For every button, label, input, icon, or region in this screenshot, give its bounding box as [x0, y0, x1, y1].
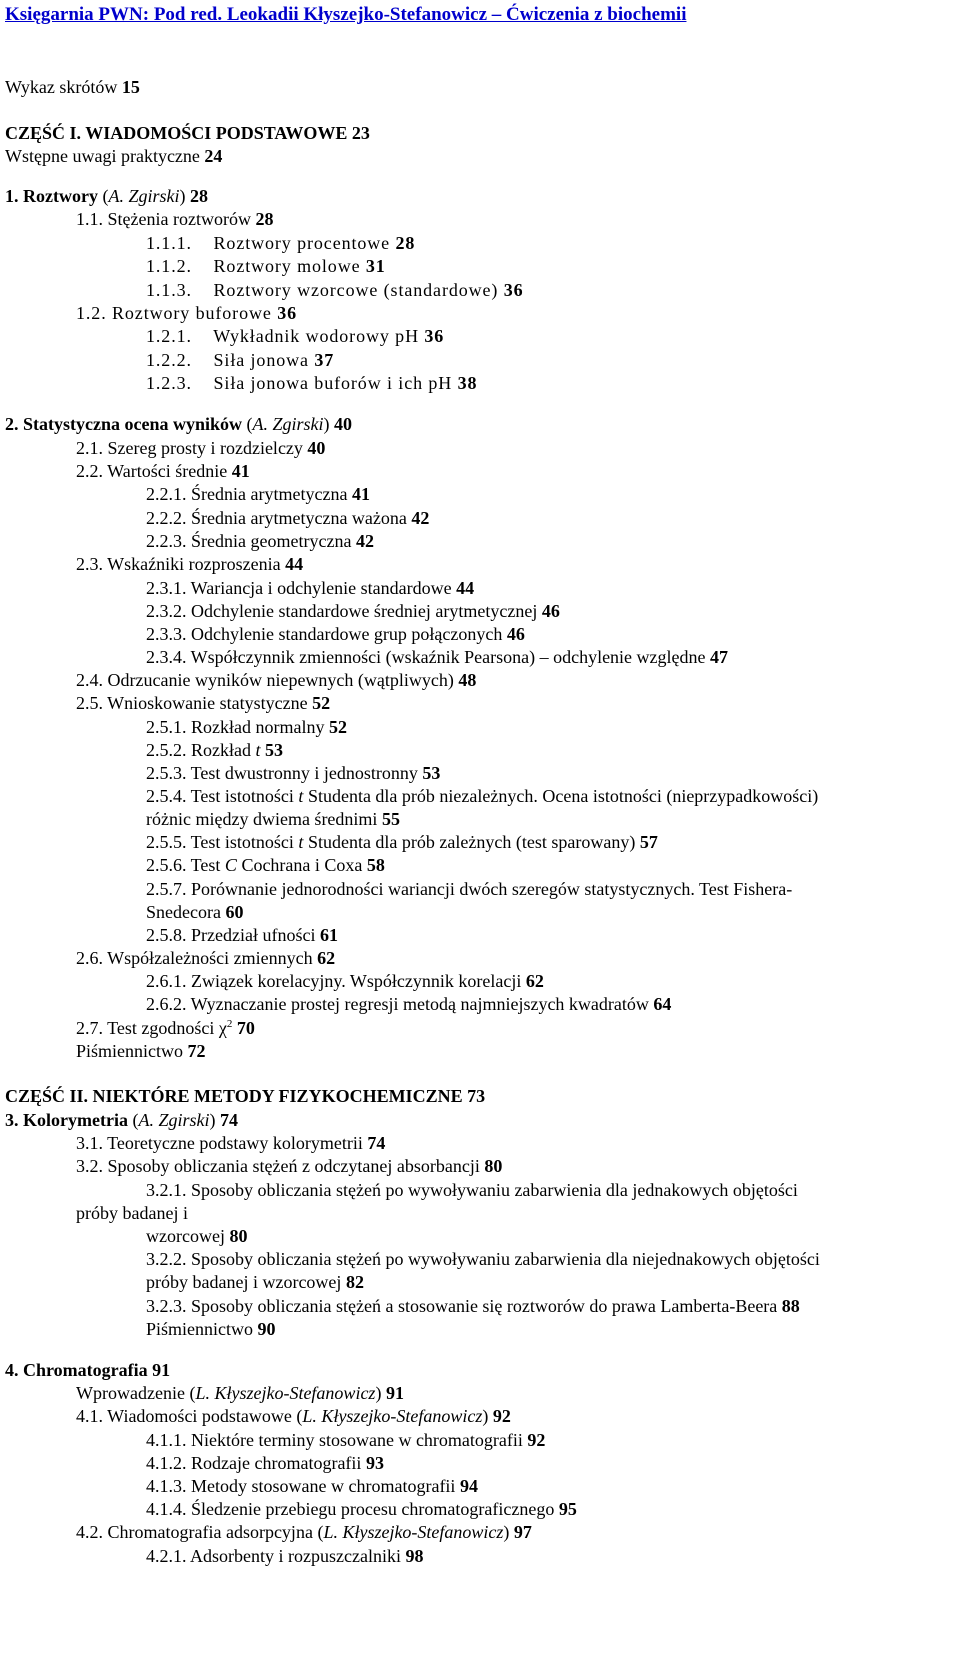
toc-entry-text: 2.4. Odrzucanie wyników niepewnych (wątpliwych) — [76, 670, 454, 690]
page-number: 15 — [121, 77, 140, 97]
toc-entry-text: 2.2.3. Średnia geometryczna — [146, 531, 352, 551]
toc-entry-4-2-1 — [146, 1545, 423, 1567]
toc-entry-3-2-2-cont — [146, 1271, 364, 1293]
toc-entry-text: 2.5.3. Test dwustronny i jednostronny — [146, 763, 418, 783]
toc-entry-text-cont: Cochrana i Coxa — [241, 855, 363, 875]
toc-entry-2-6-2 — [146, 993, 671, 1015]
chapter-author: A. Zgirski — [138, 1110, 210, 1130]
toc-entry-text: 4.1.2. Rodzaje chromatografii — [146, 1453, 362, 1473]
page-number: 94 — [459, 1476, 478, 1496]
paren-close: ) — [179, 186, 186, 206]
toc-entry-2-5-7 — [146, 878, 792, 900]
toc-entry-3-2-1 — [146, 1179, 798, 1201]
page-number: 92 — [492, 1406, 511, 1426]
toc-entry-3-1 — [76, 1132, 385, 1154]
toc-entry-4-2: 4.2. Chromatografia adsorpcyjna (L. Kłyszejko-Stefanowicz) 97 — [76, 1522, 532, 1542]
toc-entry-1-2 — [76, 302, 297, 324]
toc-entry-text: Wprowadzenie — [76, 1383, 185, 1403]
toc-entry-text: 3.2.1. Sposoby obliczania stężeń po wywoływaniu zabarwienia dla jednakowych objętości — [146, 1180, 798, 1200]
toc-entry-1-2-2 — [146, 349, 334, 371]
toc-entry-number: 1.1.2. — [146, 256, 192, 276]
toc-entry-2-3-2 — [146, 600, 560, 622]
toc-entry-text: Piśmiennictwo — [76, 1041, 183, 1061]
toc-entry-4-1-1 — [146, 1429, 545, 1451]
toc-entry-2-7 — [76, 1017, 255, 1039]
page-number: 41 — [231, 461, 250, 481]
toc-entry-2-3-4 — [146, 646, 728, 668]
toc-entry-text: 2.6. Współzależności zmiennych — [76, 948, 313, 968]
paren-open: ( — [246, 414, 253, 434]
page-number: 88 — [781, 1296, 800, 1316]
toc-entry-1-2-1 — [146, 325, 444, 347]
page-number: 98 — [405, 1546, 424, 1566]
page-number: 72 — [187, 1041, 206, 1061]
toc-entry-text: Roztwory molowe — [213, 256, 361, 276]
toc-entry-text: próby badanej i — [76, 1203, 188, 1223]
toc-entry-text: 4.1.3. Metody stosowane w chromatografii — [146, 1476, 456, 1496]
toc-entry-4-1-4 — [146, 1498, 577, 1520]
toc-entry-text: 2.5.8. Przedział ufności — [146, 925, 316, 945]
toc-entry-text: 2.3. Wskaźniki rozproszenia — [76, 554, 281, 574]
toc-entry-text: 3.2.3. Sposoby obliczania stężeń a stosowanie się roztworów do prawa Lamberta-Beera — [146, 1296, 778, 1316]
toc-entry-text: 2.2.1. Średnia arytmetyczna — [146, 484, 348, 504]
page-number: 80 — [484, 1156, 503, 1176]
page-number: 48 — [458, 670, 477, 690]
toc-entry-text: 1.1. Stężenia roztworów — [76, 209, 251, 229]
variable-symbol: t — [298, 786, 304, 806]
page-number: 28 — [395, 233, 416, 253]
part-title: CZĘŚĆ II. NIEKTÓRE METODY FIZYKOCHEMICZNE — [5, 1086, 463, 1106]
toc-entry-3-2 — [76, 1155, 502, 1177]
chapter-title: 3. Kolorymetria — [5, 1110, 128, 1130]
variable-symbol: C — [224, 855, 237, 875]
page-number: 57 — [639, 832, 658, 852]
page-number: 64 — [653, 994, 672, 1014]
toc-entry-4-1-3 — [146, 1475, 478, 1497]
page-number: 60 — [225, 902, 244, 922]
toc-entry-2-2-3 — [146, 530, 374, 552]
paren-close: ) — [209, 1110, 216, 1130]
toc-entry-text: Siła jonowa buforów i ich pH — [213, 373, 453, 393]
page-number: 36 — [503, 280, 524, 300]
toc-entry-4-1: 4.1. Wiadomości podstawowe (L. Kłyszejko-Stefanowicz) 92 — [76, 1406, 511, 1426]
toc-entry-2-4 — [76, 669, 476, 691]
toc-entry-4-1-2 — [146, 1452, 384, 1474]
page-number: 53 — [265, 740, 284, 760]
toc-entry-text: 4.2.1. Adsorbenty i rozpuszczalniki — [146, 1546, 401, 1566]
toc-entry-2-5-3 — [146, 762, 440, 784]
page-number: 61 — [319, 925, 338, 945]
toc-entry-1-1-1 — [146, 232, 415, 254]
header-title-link[interactable]: Księgarnia PWN: Pod red. Leokadii Kłyszejko-Stefanowicz – Ćwiczenia z biochemii — [5, 4, 687, 25]
toc-entry-text: 2.1. Szereg prosty i rozdzielczy — [76, 438, 303, 458]
toc-entry-text: Siła jonowa — [213, 350, 309, 370]
toc-entry-text: Wstępne uwagi praktyczne — [5, 146, 200, 166]
toc-entry-1-1-3 — [146, 279, 524, 301]
page-number: 44 — [456, 578, 475, 598]
toc-entry-text: 2.5.4. Test istotności — [146, 786, 294, 806]
paren-close: ) — [323, 414, 330, 434]
toc-entry-3-2-1-cont2 — [146, 1225, 247, 1247]
page-number: 58 — [366, 855, 385, 875]
page-number: 74 — [219, 1110, 238, 1130]
toc-entry-2-5-1 — [146, 716, 347, 738]
paren-open: ( — [102, 186, 109, 206]
toc-entry-4-intro: Wprowadzenie (L. Kłyszejko-Stefanowicz) 91 — [76, 1383, 404, 1403]
toc-entry-text: 3.2.2. Sposoby obliczania stężeń po wywoływaniu zabarwienia dla niejednakowych objętości — [146, 1249, 820, 1269]
page-number: 37 — [314, 350, 335, 370]
page-number: 90 — [257, 1319, 276, 1339]
toc-entry-text: 2.3.1. Wariancja i odchylenie standardowe — [146, 578, 452, 598]
page-number: 28 — [190, 186, 208, 206]
page-number: 52 — [312, 693, 331, 713]
toc-entry-text: próby badanej i wzorcowej — [146, 1272, 342, 1292]
toc-entry-text: 3.2. Sposoby obliczania stężeń z odczytanej absorbancji — [76, 1156, 480, 1176]
toc-entry-lit-ch2 — [76, 1040, 206, 1062]
page-number: 52 — [328, 717, 347, 737]
toc-entry-3-2-2 — [146, 1248, 820, 1270]
toc-entry-1-1-2 — [146, 255, 386, 277]
chapter-4-heading — [5, 1359, 170, 1381]
page-number: 42 — [355, 531, 374, 551]
toc-entry-1-1 — [76, 208, 273, 230]
toc-entry-text: 2.5.2. Rozkład — [146, 740, 251, 760]
toc-entry-2-3 — [76, 553, 303, 575]
toc-entry-text: 2.3.3. Odchylenie standardowe grup połączonych — [146, 624, 503, 644]
chapter-title: 4. Chromatografia — [5, 1360, 148, 1380]
toc-entry-text: 2.2.2. Średnia arytmetyczna ważona — [146, 508, 407, 528]
toc-entry-text: 2.5. Wnioskowanie statystyczne — [76, 693, 308, 713]
chapter-3-heading — [5, 1109, 238, 1131]
toc-entry-text: 2.3.4. Współczynnik zmienności (wskaźnik Pearsona) – odchylenie względne — [146, 647, 706, 667]
chapter-title: 2. Statystyczna ocena wyników — [5, 414, 242, 434]
page-number: 36 — [277, 303, 297, 323]
toc-entry-2-2-2 — [146, 507, 429, 529]
page-number: 80 — [229, 1226, 248, 1246]
toc-entry-number: 1.1.1. — [146, 233, 192, 253]
toc-entry-intro — [5, 145, 222, 167]
page-number: 62 — [317, 948, 336, 968]
page-number: 55 — [381, 809, 400, 829]
chapter-1-heading — [5, 185, 208, 207]
toc-entry-text: 2.7. Test zgodności χ — [76, 1018, 227, 1038]
page-number: 70 — [236, 1018, 255, 1038]
toc-entry-text: 4.2. Chromatografia adsorpcyjna — [76, 1522, 313, 1542]
toc-entry-text: 2.6.1. Związek korelacyjny. Współczynnik korelacji — [146, 971, 522, 991]
toc-entry-2-5-4 — [146, 785, 818, 807]
page-number: 92 — [527, 1430, 546, 1450]
toc-entry-text: 2.6.2. Wyznaczanie prostej regresji metodą najmniejszych kwadratów — [146, 994, 649, 1014]
chapter-author: A. Zgirski — [252, 414, 324, 434]
page-number: 47 — [710, 647, 729, 667]
toc-entry-text: Roztwory wzorcowe (standardowe) — [213, 280, 499, 300]
toc-entry-text: 2.3.2. Odchylenie standardowe średniej arytmetycznej — [146, 601, 538, 621]
toc-entry-text: 4.1.1. Niektóre terminy stosowane w chromatografii — [146, 1430, 523, 1450]
toc-entry-lit-ch3 — [146, 1318, 276, 1340]
page-number: 91 — [385, 1383, 404, 1403]
toc-entry-text: Wykładnik wodorowy pH — [213, 326, 419, 346]
toc-entry-2-5-4-cont — [146, 808, 400, 830]
toc-entry-number: 1.2.2. — [146, 350, 192, 370]
toc-entry-2-5-7-cont — [146, 901, 243, 923]
toc-entry-text: 4.1.4. Śledzenie przebiegu procesu chromatograficznego — [146, 1499, 555, 1519]
toc-entry-text: Wykaz skrótów — [5, 77, 118, 97]
page-number: 53 — [422, 763, 441, 783]
page-number: 31 — [365, 256, 386, 276]
toc-entry-2-5-5 — [146, 831, 658, 853]
page-number: 41 — [351, 484, 370, 504]
toc-entry-2-2 — [76, 460, 250, 482]
page-number: 95 — [558, 1499, 577, 1519]
page-number: 36 — [424, 326, 445, 346]
paren-open: ( — [132, 1110, 139, 1130]
part-title: CZĘŚĆ I. WIADOMOŚCI PODSTAWOWE — [5, 123, 348, 143]
page-number: 40 — [307, 438, 326, 458]
toc-entry-number: 1.1.3. — [146, 280, 192, 300]
toc-entry-text-cont: Studenta dla prób niezależnych. Ocena istotności (nieprzypadkowości) — [307, 786, 819, 806]
page-number: 40 — [334, 414, 353, 434]
toc-entry-text: Snedecora — [146, 902, 221, 922]
page-number: 82 — [345, 1272, 364, 1292]
chapter-2-heading — [5, 413, 352, 435]
toc-entry-text: Roztwory procentowe — [213, 233, 391, 253]
toc-entry-text: 3.1. Teoretyczne podstawy kolorymetrii — [76, 1133, 363, 1153]
page-number: 62 — [525, 971, 544, 991]
toc-entry-2-2-1 — [146, 483, 370, 505]
chapter-author: L. Kłyszejko-Stefanowicz — [302, 1406, 483, 1426]
page-number: 46 — [541, 601, 560, 621]
toc-entry-2-1 — [76, 437, 325, 459]
page-number: 93 — [365, 1453, 384, 1473]
toc-entry-2-5 — [76, 692, 330, 714]
toc-entry-text: 2.2. Wartości średnie — [76, 461, 228, 481]
page-number: 38 — [457, 373, 478, 393]
toc-entry-2-6-1 — [146, 970, 544, 992]
toc-entry-2-5-2 — [146, 739, 283, 761]
toc-entry-text: Piśmiennictwo — [146, 1319, 253, 1339]
page-number: 91 — [152, 1360, 171, 1380]
toc-entry-wykaz — [5, 76, 140, 98]
toc-entry-number: 1.2.3. — [146, 373, 192, 393]
chapter-author: L. Kłyszejko-Stefanowicz — [323, 1522, 504, 1542]
chapter-author: L. Kłyszejko-Stefanowicz — [195, 1383, 376, 1403]
page-number: 46 — [506, 624, 525, 644]
toc-entry-1-2-3 — [146, 372, 477, 394]
page-number: 44 — [285, 554, 304, 574]
page-number: 73 — [467, 1086, 486, 1106]
page-number: 24 — [204, 146, 223, 166]
part-2-heading — [5, 1085, 485, 1107]
toc-entry-text: 2.5.7. Porównanie jednorodności wariancji dwóch szeregów statystycznych. Test Fishera- — [146, 879, 793, 899]
toc-entry-2-5-6 — [146, 854, 385, 876]
chapter-author: A. Zgirski — [108, 186, 180, 206]
toc-entry-text: 1.2. Roztwory buforowe — [76, 303, 272, 323]
toc-entry-text-cont: Studenta dla prób zależnych (test sparowany) — [307, 832, 636, 852]
page-number: 97 — [513, 1522, 532, 1542]
toc-entry-3-2-3 — [146, 1295, 800, 1317]
page-number: 23 — [351, 123, 370, 143]
page-number: 28 — [255, 209, 274, 229]
toc-entry-number: 1.2.1. — [146, 326, 192, 346]
toc-entry-text: 2.5.6. Test — [146, 855, 221, 875]
toc-entry-text: 2.5.1. Rozkład normalny — [146, 717, 325, 737]
page-number: 74 — [367, 1133, 386, 1153]
toc-entry-text: 2.5.5. Test istotności — [146, 832, 294, 852]
toc-entry-text: różnic między dwiema średnimi — [146, 809, 378, 829]
toc-entry-2-6 — [76, 947, 335, 969]
variable-symbol: t — [298, 832, 304, 852]
superscript: 2 — [226, 1018, 233, 1030]
toc-entry-3-2-1-cont1 — [76, 1202, 188, 1224]
toc-entry-text: 4.1. Wiadomości podstawowe — [76, 1406, 292, 1426]
toc-entry-2-5-8 — [146, 924, 338, 946]
page-number: 42 — [411, 508, 430, 528]
toc-entry-2-3-3 — [146, 623, 525, 645]
variable-symbol: t — [255, 740, 261, 760]
chapter-title: 1. Roztwory — [5, 186, 98, 206]
toc-entry-2-3-1 — [146, 577, 474, 599]
part-1-heading — [5, 122, 370, 144]
toc-entry-text: wzorcowej — [146, 1226, 225, 1246]
